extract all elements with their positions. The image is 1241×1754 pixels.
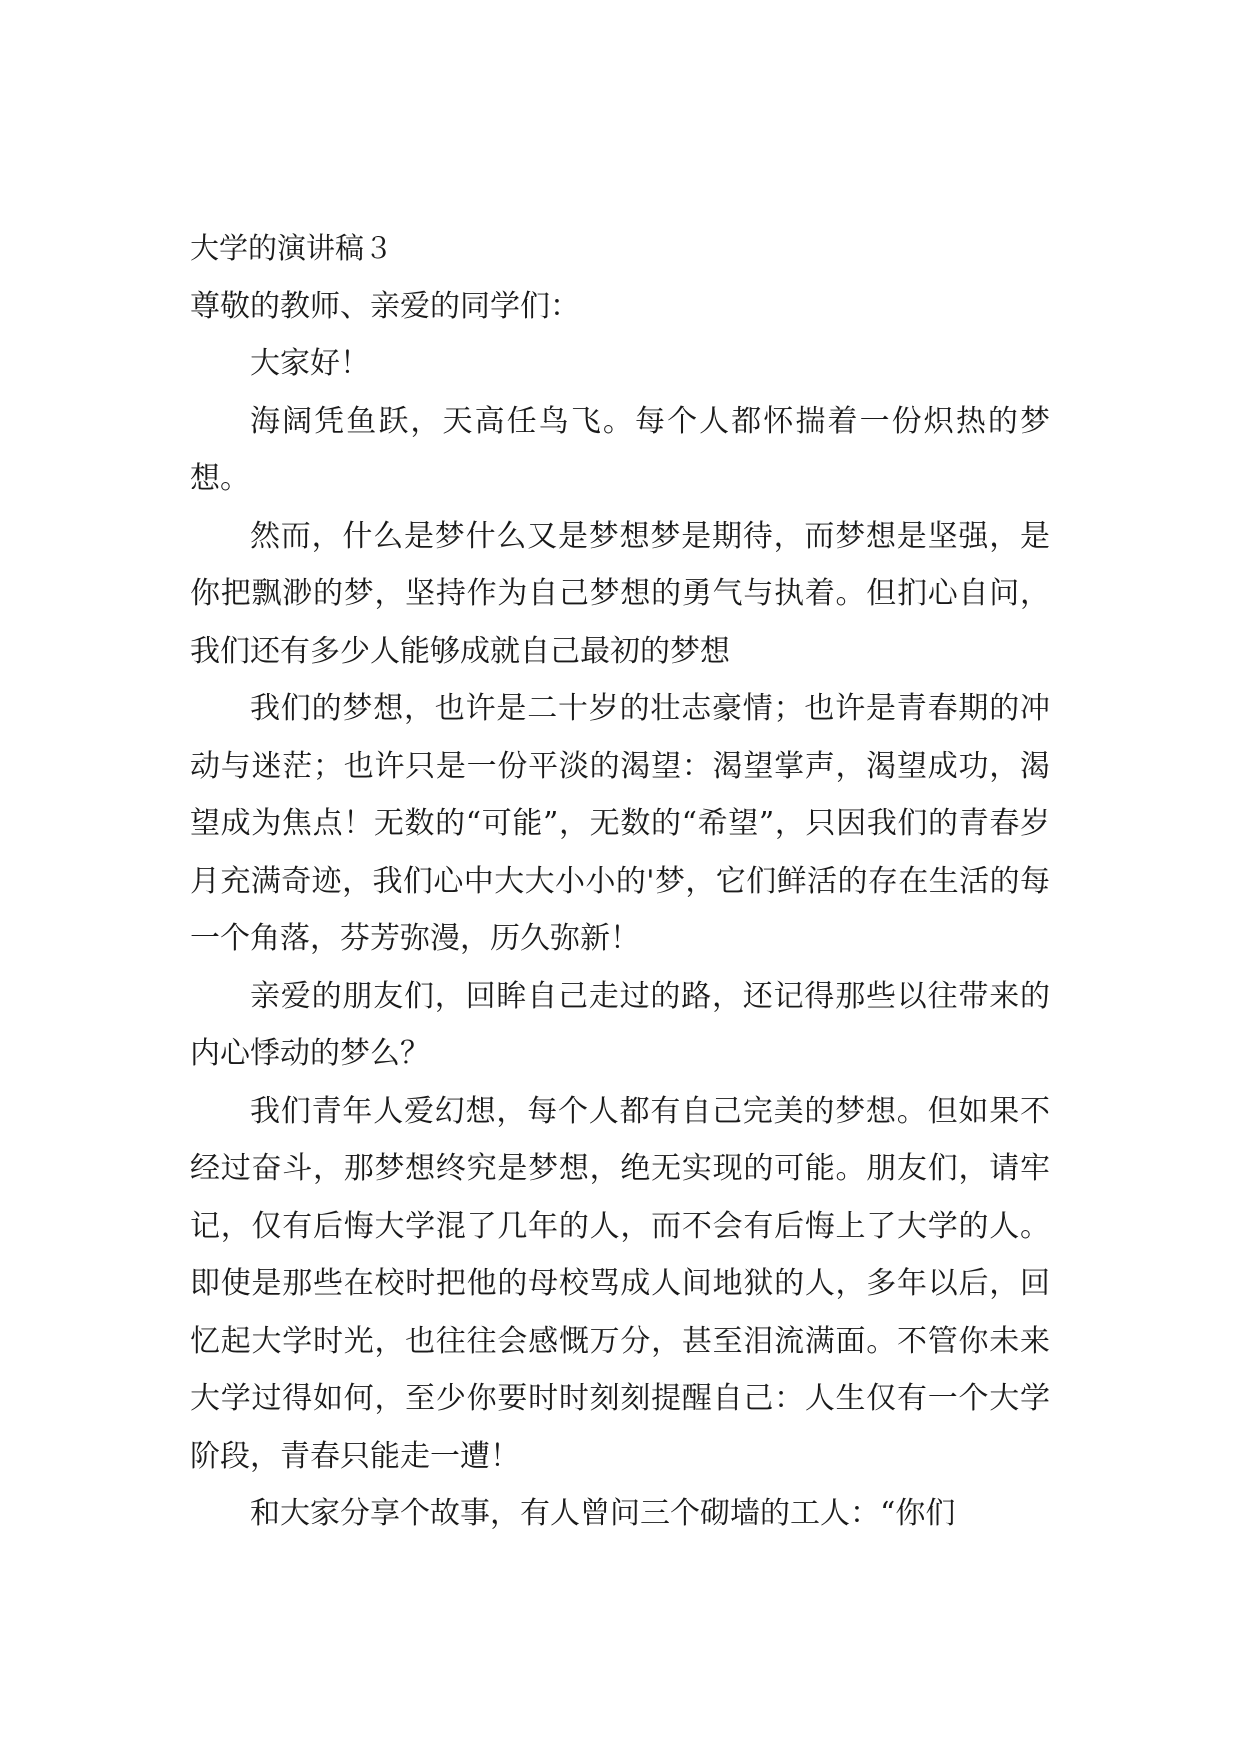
salutation: 尊敬的教师、亲爱的同学们： [190,288,580,324]
paragraph-1: 海阔凭鱼跃，天高任鸟飞。每个人都怀揣着一份炽热的梦想。 [190,403,1050,496]
paragraph-3: 我们的梦想，也许是二十岁的壮志豪情；也许是青春期的冲动与迷茫；也许只是一份平淡的渴望：渴望掌声，渴望成功，渴望成为焦点！无数的“可能”，无数的“希望”，只因我们的青春岁月充满奇迹，我们心中大大小小的'梦，它们鲜活的存在生活的每一个角落，芬芳弥漫，历久弥新！ [190,691,1050,956]
paragraph-4: 亲爱的朋友们，回眸自己走过的路，还记得那些以往带来的内心悸动的梦么？ [190,978,1050,1071]
document-body [190,220,1050,1543]
document-title: 大学的演讲稿３ [190,231,394,265]
paragraph-2: 然而，什么是梦什么又是梦想梦是期待，而梦想是坚强，是你把飘渺的梦，坚持作为自己梦想的勇气与执着。但扪心自问，我们还有多少人能够成就自己最初的梦想 [190,518,1050,669]
paragraph-5: 我们青年人爱幻想，每个人都有自己完美的梦想。但如果不经过奋斗，那梦想终究是梦想，绝无实现的可能。朋友们，请牢记，仅有后悔大学混了几年的人，而不会有后悔上了大学的人。即使是那些在校时把他的母校骂成人间地狱的人，多年以后，回忆起大学时光，也往往会感慨万分，甚至泪流满面。不管你未来大学过得如何，至少你要时时刻刻提醒自己：人生仅有一个大学阶段，青春只能走一遭！ [190,1093,1050,1474]
greeting: 大家好！ [250,346,370,381]
paragraph-6: 和大家分享个故事，有人曾问三个砌墙的工人：“你们 [250,1496,956,1531]
